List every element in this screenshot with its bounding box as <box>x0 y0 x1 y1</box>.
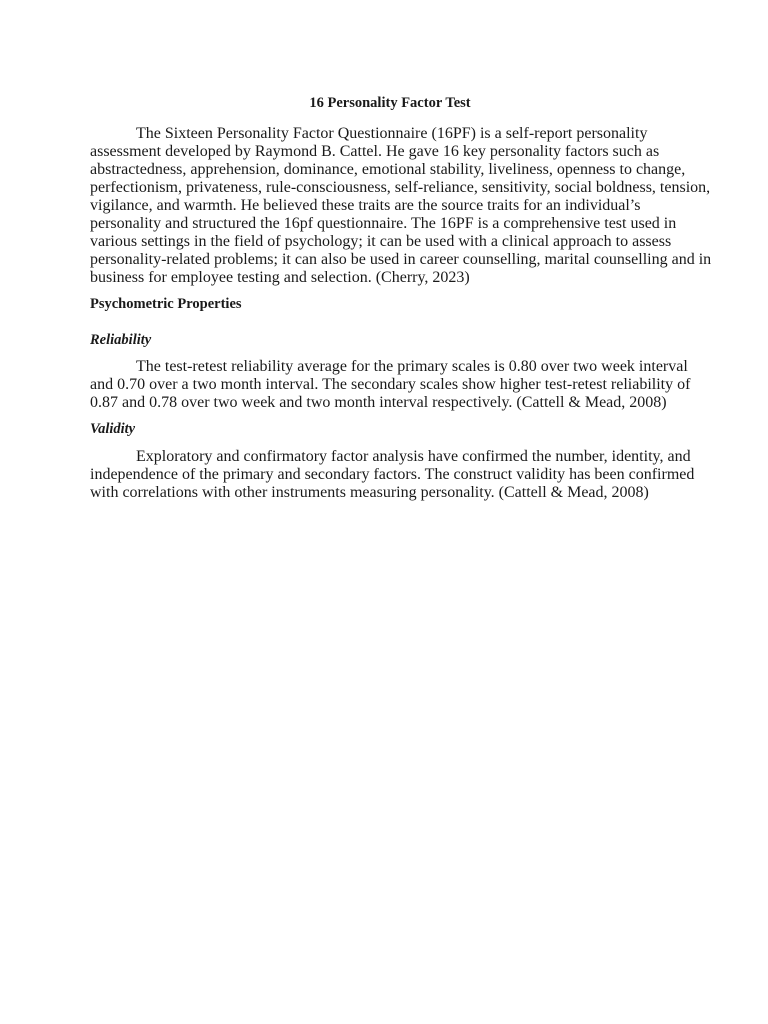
reliability-heading: Reliability <box>90 331 152 348</box>
paragraph-line: with correlations with other instruments measuring personality. (Cattell & Mead, 2008) <box>90 483 649 501</box>
document-title: 16 Personality Factor Test <box>309 95 471 111</box>
reliability-paragraph <box>90 358 690 412</box>
section-heading: Psychometric Properties <box>90 296 242 312</box>
paragraph-line: assessment developed by Raymond B. Cattel. He gave 16 key personality factors such as <box>90 143 660 160</box>
paragraph-line: independence of the primary and secondary factors. The construct validity has been confirmed <box>90 465 695 483</box>
validity-heading: Validity <box>90 421 136 438</box>
document-page <box>90 92 712 502</box>
intro-paragraph <box>90 125 712 287</box>
paragraph-line: The Sixteen Personality Factor Questionnaire (16PF) is a self-report personality <box>136 125 648 142</box>
paragraph-line: personality-related problems; it can also be used in career counselling, marital counselling and in <box>90 251 712 268</box>
paragraph-line: various settings in the field of psychology; it can be used with a clinical approach to assess <box>90 233 672 250</box>
paragraph-line: The test-retest reliability average for the primary scales is 0.80 over two week interval <box>136 358 688 376</box>
paragraph-line: vigilance, and warmth. He believed these traits are the source traits for an individual’s <box>90 197 641 214</box>
paragraph-line: abstractedness, apprehension, dominance, emotional stability, liveliness, openness to change, <box>90 161 686 178</box>
paragraph-line: and 0.70 over a two month interval. The secondary scales show higher test-retest reliability of <box>90 376 691 394</box>
paragraph-line: business for employee testing and selection. (Cherry, 2023) <box>90 269 470 286</box>
paragraph-line: personality and structured the 16pf questionnaire. The 16PF is a comprehensive test used in <box>90 215 677 232</box>
paragraph-line: perfectionism, privateness, rule-consciousness, self-reliance, sensitivity, social boldness, tension, <box>90 179 711 196</box>
paragraph-line: 0.87 and 0.78 over two week and two month interval respectively. (Cattell & Mead, 2008) <box>90 394 667 412</box>
validity-paragraph <box>90 447 695 502</box>
paragraph-line: Exploratory and confirmatory factor analysis have confirmed the number, identity, and <box>136 447 691 465</box>
